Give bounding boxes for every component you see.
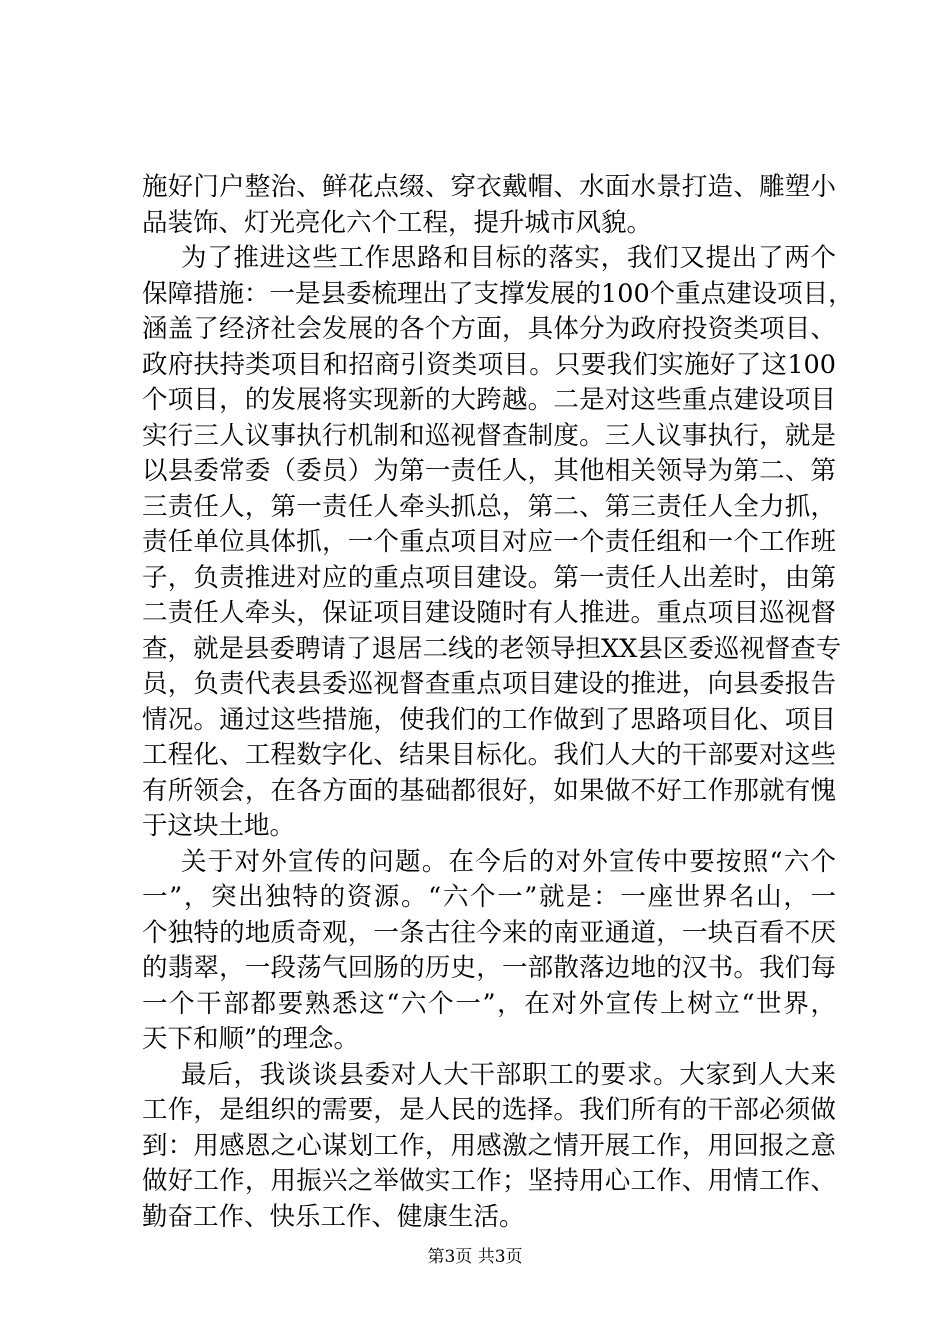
text-line: 子，负责推进对应的重点项目建设。第一责任人出差时，由第	[142, 562, 836, 593]
page-footer: 第3页 共3页	[427, 1247, 523, 1267]
text-line: 工作，是组织的需要，是人民的选择。我们所有的干部必须做	[142, 1095, 836, 1125]
text-line: 到：用感恩之心谋划工作，用感激之情开展工作，用回报之意	[142, 1130, 836, 1161]
document-body	[142, 170, 854, 1235]
text-line: 一”，突出独特的资源。“六个一”就是：一座世界名山，一	[142, 882, 836, 912]
text-line: 涵盖了经济社会发展的各个方面，具体分为政府投资类项目、	[142, 314, 836, 344]
text-line: 最后，我谈谈县委对人大干部职工的要求。大家到人大来	[181, 1059, 836, 1090]
text-line: 个项目，的发展将实现新的大跨越。二是对这些重点建设项目	[142, 385, 836, 415]
text-line: 的翡翠，一段荡气回肠的历史，一部散落边地的汉书。我们每	[142, 953, 836, 983]
text-line: 二责任人牵头，保证项目建设随时有人推进。重点项目巡视督	[142, 598, 836, 628]
text-line: 政府扶持类项目和招商引资类项目。只要我们实施好了这100	[142, 349, 836, 380]
text-line: 于这块土地。	[142, 811, 296, 841]
text-line: 员，负责代表县委巡视督查重点项目建设的推进，向县委报告	[142, 669, 836, 699]
text-line: 有所领会，在各方面的基础都很好，如果做不好工作那就有愧	[142, 775, 836, 806]
text-line: 为了推进这些工作思路和目标的落实，我们又提出了两个	[181, 243, 836, 273]
text-line: 关于对外宣传的问题。在今后的对外宣传中要按照“六个	[181, 846, 836, 877]
text-line: 一个干部都要熟悉这“六个一”，在对外宣传上树立“世界，	[142, 988, 836, 1019]
text-line: 保障措施：一是县委梳理出了支撑发展的100个重点建设项目，	[142, 278, 854, 309]
text-line: 勤奋工作、快乐工作、健康生活。	[142, 1201, 525, 1232]
text-line: 做好工作，用振兴之举做实工作；坚持用心工作、用情工作、	[142, 1166, 836, 1196]
text-line: 工程化、工程数字化、结果目标化。我们人大的干部要对这些	[142, 740, 836, 770]
text-line: 施好门户整治、鲜花点缀、穿衣戴帽、水面水景打造、雕塑小	[142, 172, 836, 202]
text-line: 三责任人，第一责任人牵头抓总，第二、第三责任人全力抓，	[142, 491, 836, 522]
text-line: 情况。通过这些措施，使我们的工作做到了思路项目化、项目	[142, 704, 836, 735]
text-line: 查，就是县委聘请了退居二线的老领导担XX县区委巡视督查专	[142, 633, 842, 664]
text-line: 责任单位具体抓，一个重点项目对应一个责任组和一个工作班	[142, 527, 836, 557]
text-line: 以县委常委（委员）为第一责任人，其他相关领导为第二、第	[142, 456, 836, 486]
text-line: 品装饰、灯光亮化六个工程，提升城市风貌。	[142, 207, 653, 238]
text-line: 天下和顺”的理念。	[142, 1024, 360, 1054]
text-line: 实行三人议事执行机制和巡视督查制度。三人议事执行，就是	[142, 420, 836, 451]
text-line: 个独特的地质奇观，一条古往今来的南亚通道，一块百看不厌	[142, 917, 836, 948]
